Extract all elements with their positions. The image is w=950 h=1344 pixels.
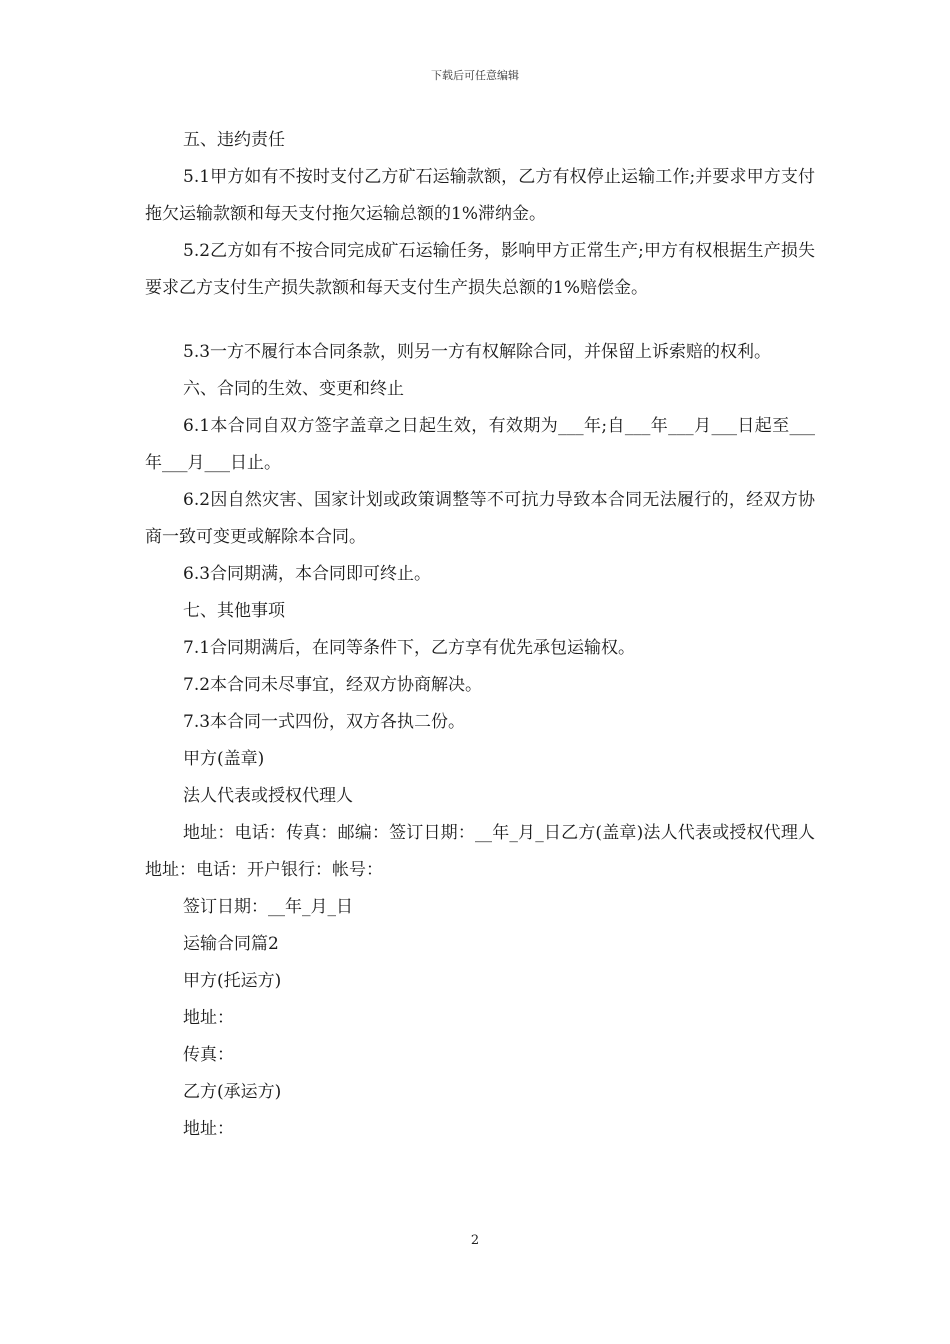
legal-representative: 法人代表或授权代理人 [183, 786, 353, 806]
header-note: 下载后可任意编辑 [431, 69, 519, 82]
clause-7-2: 7.2本合同未尽事宜，经双方协商解决。 [183, 675, 483, 695]
contract-title-2: 运输合同篇2 [183, 934, 279, 954]
signing-date: 签订日期：__年_月_日 [183, 897, 353, 917]
party-a-shipper: 甲方(托运方) [183, 971, 282, 991]
section-heading-effect: 六、合同的生效、变更和终止 [183, 379, 404, 399]
party-a-seal: 甲方(盖章) [183, 749, 265, 769]
clause-6-2: 6.2因自然灾害、国家计划或政策调整等不可抗力导致本合同无法履行的，经双方协商一致可变更或解除本合同。 [145, 490, 815, 547]
clause-6-1: 6.1本合同自双方签字盖章之日起生效，有效期为___年;自___年___月___日起至___年___月___日止。 [145, 416, 815, 473]
party-b-carrier: 乙方(承运方) [183, 1082, 282, 1102]
clause-6-3: 6.3合同期满，本合同即可终止。 [183, 564, 432, 584]
section-heading-other: 七、其他事项 [183, 601, 285, 621]
section-heading-breach: 五、违约责任 [183, 130, 285, 150]
clause-7-1: 7.1合同期满后，在同等条件下，乙方享有优先承包运输权。 [183, 638, 636, 658]
page-number: 2 [470, 1233, 480, 1248]
clause-7-3: 7.3本合同一式四份，双方各执二份。 [183, 712, 466, 732]
clause-5-3: 5.3一方不履行本合同条款，则另一方有权解除合同，并保留上诉索赔的权利。 [183, 342, 772, 362]
address-field-b: 地址： [183, 1119, 234, 1139]
clause-5-2: 5.2乙方如有不按合同完成矿石运输任务，影响甲方正常生产;甲方有权根据生产损失要求乙方支付生产损失款额和每天支付生产损失总额的1%赔偿金。 [145, 241, 815, 298]
address-field-a: 地址： [183, 1008, 234, 1028]
fax-field-a: 传真： [183, 1045, 234, 1065]
document-body [145, 122, 815, 1148]
signature-block: 地址：电话：传真：邮编：签订日期：__年_月_日乙方(盖章)法人代表或授权代理人地址：电话：开户银行：帐号： [145, 823, 815, 880]
paragraph-gap [145, 307, 815, 334]
clause-5-1: 5.1甲方如有不按时支付乙方矿石运输款额，乙方有权停止运输工作;并要求甲方支付拖欠运输款额和每天支付拖欠运输总额的1%滞纳金。 [145, 167, 815, 224]
